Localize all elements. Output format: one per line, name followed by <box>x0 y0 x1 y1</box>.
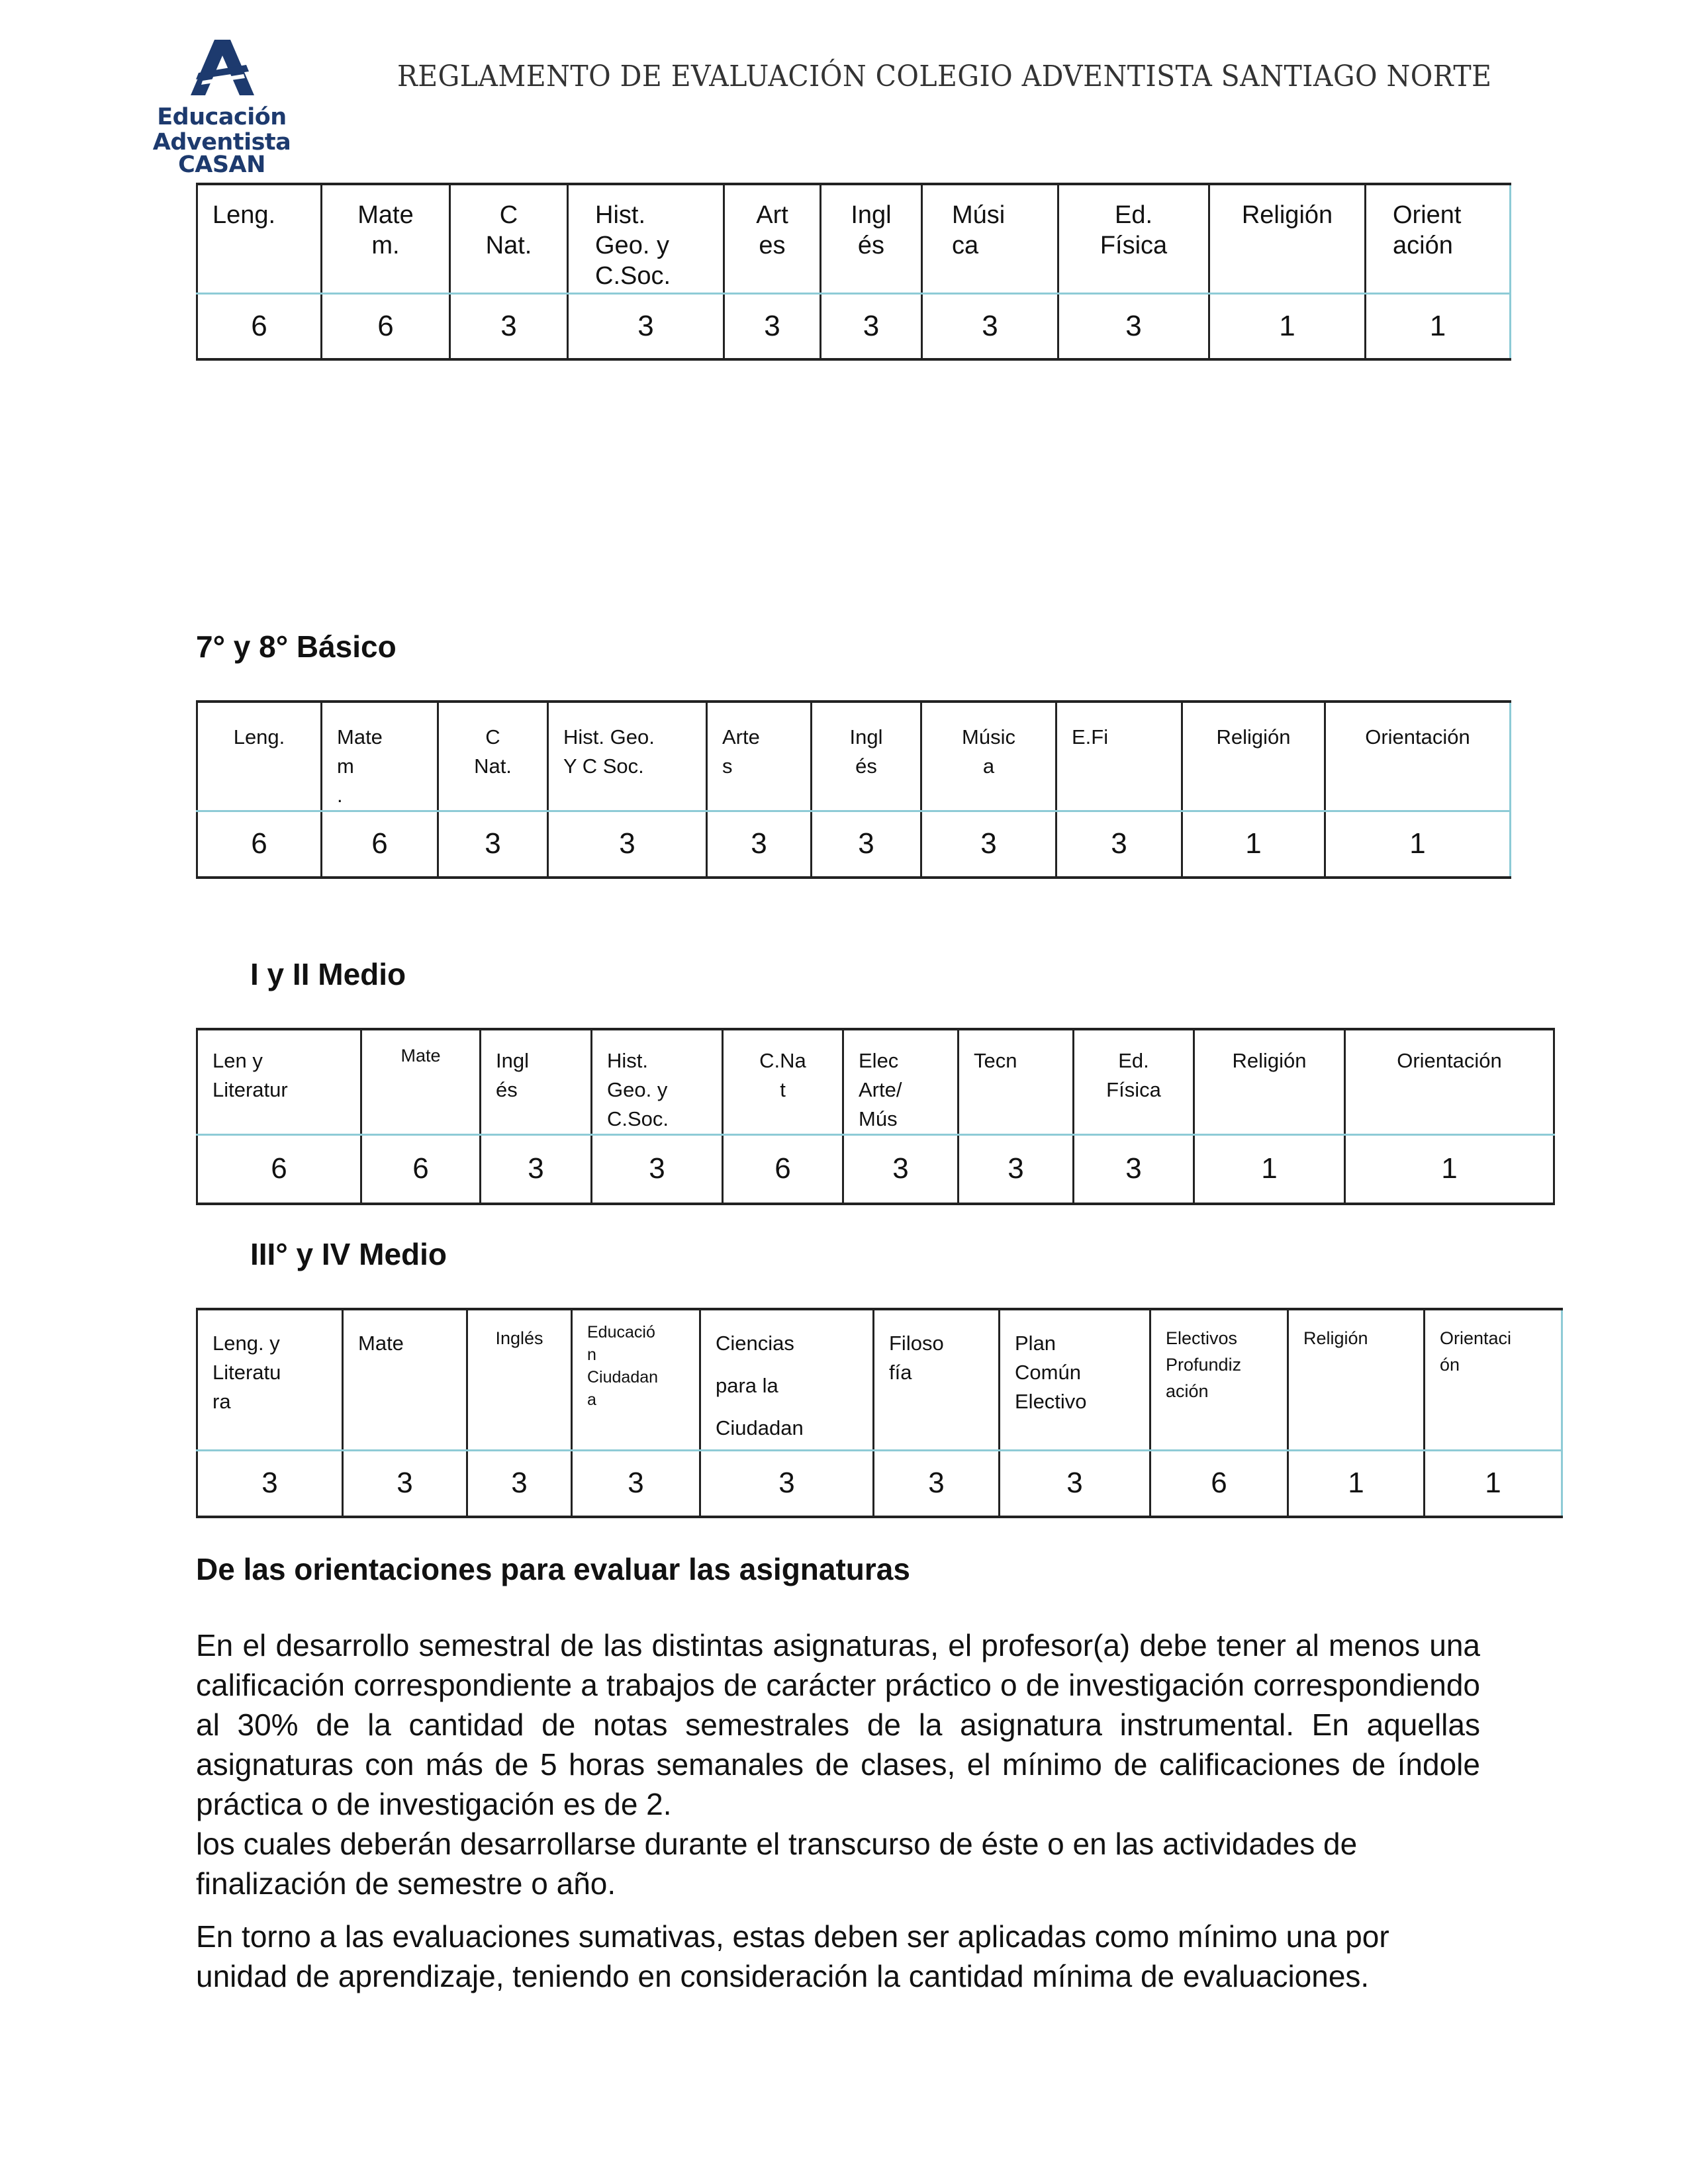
header-cell: Mate <box>343 1309 467 1451</box>
table-header-row <box>197 1309 1562 1451</box>
header-cell: Mate m. <box>322 184 450 293</box>
header-cell: Electivos Profundiz ación <box>1150 1309 1288 1451</box>
header-cell: Inglés <box>467 1309 572 1451</box>
value-cell: 6 <box>322 811 438 878</box>
value-cell: 1 <box>1325 811 1511 878</box>
value-cell: 3 <box>922 293 1058 359</box>
header-cell: Tecn <box>959 1029 1074 1135</box>
value-cell: 3 <box>812 811 921 878</box>
header-cell: Ed. Física <box>1058 184 1209 293</box>
value-cell: 1 <box>1345 1135 1554 1204</box>
header-cell: Hist. Geo. y C.Soc. <box>592 1029 723 1135</box>
value-cell: 6 <box>361 1135 481 1204</box>
value-cell: 6 <box>197 293 322 359</box>
header-cell: Elec Arte/ Mús <box>843 1029 959 1135</box>
table-header-row <box>197 1029 1554 1135</box>
section-title-iii-iv-medio: III° y IV Medio <box>250 1237 447 1271</box>
educacion-adventista-logo <box>139 38 305 177</box>
value-cell: 3 <box>843 1135 959 1204</box>
header-cell: Ingl és <box>821 184 922 293</box>
value-cell: 3 <box>959 1135 1074 1204</box>
table-value-row <box>197 1135 1554 1204</box>
value-cell: 1 <box>1209 293 1366 359</box>
header-cell: Músi ca <box>922 184 1058 293</box>
value-cell: 6 <box>197 1135 361 1204</box>
value-cell: 6 <box>1150 1451 1288 1517</box>
paragraph-2: los cuales deberán desarrollarse durante el transcurso de éste o en las actividades de finalización de semestre o año. <box>196 1827 1358 1901</box>
paragraph-3: En torno a las evaluaciones sumativas, estas deben ser aplicadas como mínimo una por unidad de aprendizaje, teniendo en consideración la cantidad mínima de evaluaciones. <box>196 1919 1389 1993</box>
paragraph-1: En el desarrollo semestral de las distintas asignaturas, el profesor(a) debe tener al menos una calificación correspondiente a trabajos de carácter práctico o de investigación correspondiendo al 30% de la cantidad de notas semestrales de la asignatura instrumental. En aquellas asignaturas con más de 5 horas semanales de clases, el mínimo de calificaciones de índole práctica o de investigación es de 2. <box>196 1628 1480 1821</box>
header-cell: Arte s <box>707 702 812 811</box>
value-cell: 3 <box>572 1451 700 1517</box>
table-value-row <box>197 1451 1562 1517</box>
header-cell: Educació n Ciudadan a <box>572 1309 700 1451</box>
header-cell: Religión <box>1194 1029 1345 1135</box>
value-cell: 6 <box>723 1135 843 1204</box>
header-cell: Orientación <box>1345 1029 1554 1135</box>
hours-table-i-ii-medio <box>196 1028 1555 1205</box>
value-cell: 3 <box>548 811 707 878</box>
value-cell: 3 <box>450 293 568 359</box>
header-cell: Leng. <box>197 702 322 811</box>
header-cell: Religión <box>1209 184 1366 293</box>
header-cell: Mate <box>361 1029 481 1135</box>
hours-table-iii-iv-medio <box>196 1308 1563 1518</box>
header-cell: Ed. Física <box>1074 1029 1194 1135</box>
value-cell: 3 <box>724 293 821 359</box>
value-cell: 1 <box>1182 811 1325 878</box>
header-cell: Religión <box>1288 1309 1425 1451</box>
value-cell: 3 <box>481 1135 592 1204</box>
header-cell: Hist. Geo. Y C Soc. <box>548 702 707 811</box>
document-title: REGLAMENTO DE EVALUACIÓN COLEGIO ADVENTISTA SANTIAGO NORTE <box>397 60 1492 93</box>
header-cell: Plan Común Electivo <box>1000 1309 1150 1451</box>
header-cell: Art es <box>724 184 821 293</box>
header-cell: Orient ación <box>1366 184 1511 293</box>
value-cell: 3 <box>1058 293 1209 359</box>
value-cell: 6 <box>322 293 450 359</box>
logo-line-3: CASAN <box>178 152 265 178</box>
value-cell: 3 <box>821 293 922 359</box>
orientaciones-heading: De las orientaciones para evaluar las asignaturas <box>196 1552 910 1586</box>
value-cell: 1 <box>1366 293 1511 359</box>
value-cell: 1 <box>1288 1451 1425 1517</box>
logo-line-2: Adventista <box>152 129 291 156</box>
value-cell: 3 <box>874 1451 1000 1517</box>
value-cell: 1 <box>1194 1135 1345 1204</box>
value-cell: 3 <box>921 811 1056 878</box>
header-cell: Músic a <box>921 702 1056 811</box>
value-cell: 3 <box>707 811 812 878</box>
header-cell: Orientación <box>1325 702 1511 811</box>
value-cell: 3 <box>438 811 548 878</box>
header-cell: Hist. Geo. y C.Soc. <box>568 184 724 293</box>
value-cell: 3 <box>343 1451 467 1517</box>
table-value-row <box>197 293 1511 359</box>
value-cell: 3 <box>568 293 724 359</box>
header-cell: Religión <box>1182 702 1325 811</box>
header-cell: Len y Literatur <box>197 1029 361 1135</box>
value-cell: 3 <box>197 1451 343 1517</box>
header-cell: Filoso fía <box>874 1309 1000 1451</box>
header-cell: Ciencias para la Ciudadan <box>700 1309 874 1451</box>
header-cell: Leng. <box>197 184 322 293</box>
header-cell: E.Fi <box>1056 702 1182 811</box>
header-cell: Ingl és <box>481 1029 592 1135</box>
logo-a-mark-icon <box>189 38 256 97</box>
table-header-row <box>197 702 1511 811</box>
header-cell: C Nat. <box>438 702 548 811</box>
header-cell: Mate m . <box>322 702 438 811</box>
section-title-7-8-basico: 7° y 8° Básico <box>196 629 397 664</box>
section-title-i-ii-medio: I y II Medio <box>250 957 406 991</box>
value-cell: 3 <box>1074 1135 1194 1204</box>
value-cell: 1 <box>1425 1451 1562 1517</box>
table-value-row <box>197 811 1511 878</box>
header-cell: C.Na t <box>723 1029 843 1135</box>
value-cell: 3 <box>467 1451 572 1517</box>
value-cell: 6 <box>197 811 322 878</box>
value-cell: 3 <box>592 1135 723 1204</box>
table-header-row <box>197 184 1511 293</box>
logo-line-1: Educación <box>157 104 287 130</box>
value-cell: 3 <box>1000 1451 1150 1517</box>
hours-table-7-8-basico <box>196 700 1511 879</box>
header-cell: Ingl és <box>812 702 921 811</box>
value-cell: 3 <box>700 1451 874 1517</box>
header-cell: Leng. y Literatu ra <box>197 1309 343 1451</box>
header-cell: C Nat. <box>450 184 568 293</box>
value-cell: 3 <box>1056 811 1182 878</box>
header-cell: Orientaci ón <box>1425 1309 1562 1451</box>
hours-table-1 <box>196 183 1511 361</box>
